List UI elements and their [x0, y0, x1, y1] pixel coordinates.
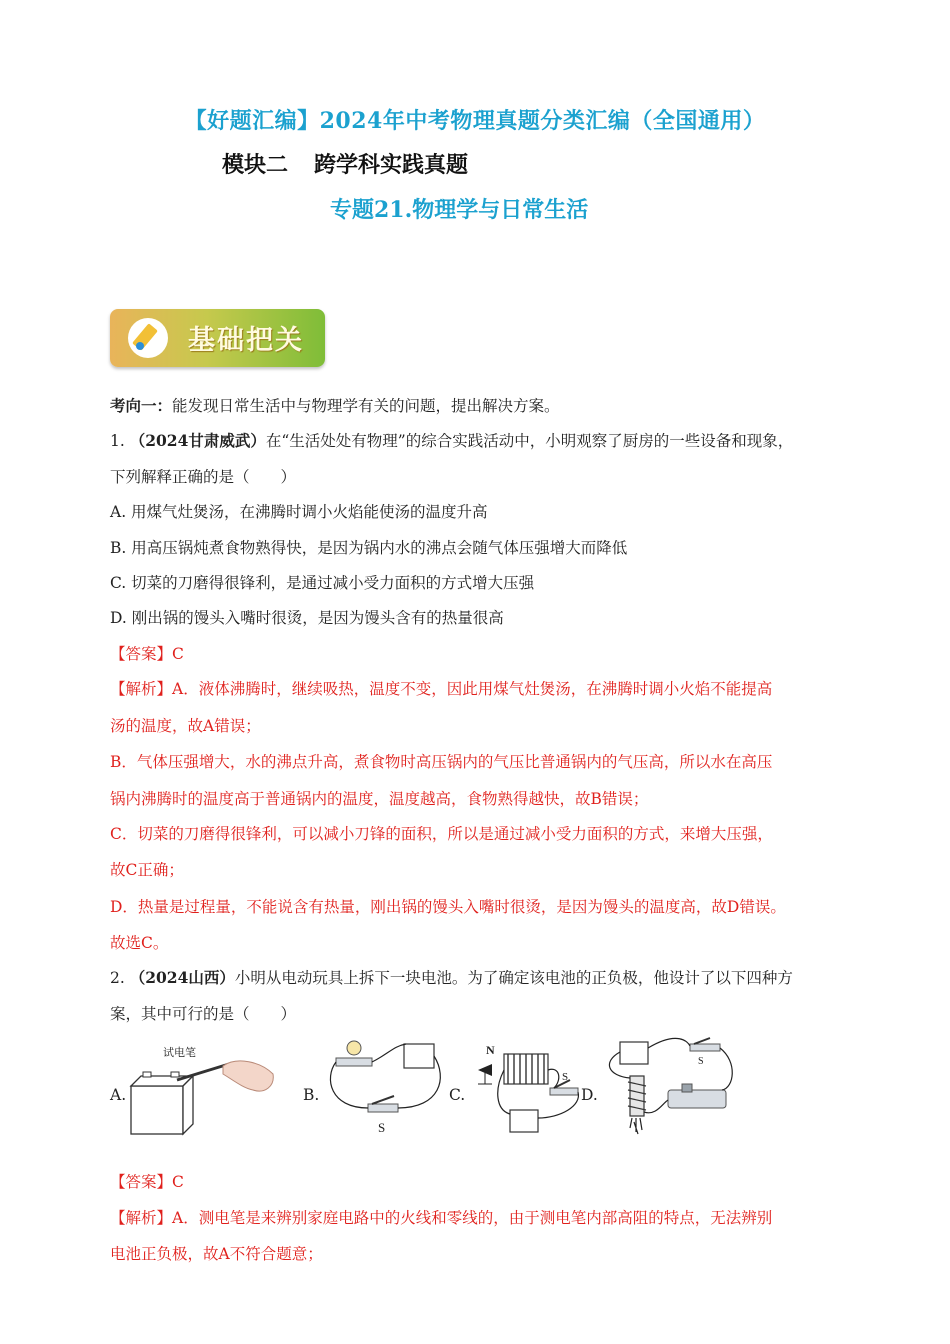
q1-option-b: B. 用高压锅炖煮食物熟得快，是因为锅内水的沸点会随气体压强增大而降低: [110, 539, 628, 557]
module-name: 跨学科实践真题: [314, 152, 469, 178]
q2-stem-2: 案，其中可行的是（ ）: [110, 1005, 297, 1023]
document-title: 【好题汇编】2024年中考物理真题分类汇编（全国通用）: [184, 108, 766, 134]
fig-label-c: C.: [449, 1086, 466, 1104]
figure-b-lamp-circuit: [320, 1038, 450, 1138]
q1-stem-1: 1. （2024甘肃威武）在“生活处处有物理”的综合实践活动中，小明观察了厨房的一些设备和现象，: [110, 431, 794, 450]
q1-stem-2: 下列解释正确的是（ ）: [110, 468, 297, 486]
fig-label-b: B.: [303, 1086, 320, 1104]
fig-label-d: D.: [581, 1086, 598, 1104]
q1-answer: 【答案】C: [110, 645, 184, 663]
q1-analysis-4: 锅内沸腾时的温度高于普通锅内的温度，温度越高，食物熟得越快，故B错误；: [110, 790, 649, 808]
q2-analysis-1: 【解析】A．测电笔是来辨别家庭电路中的火线和零线的，由于测电笔内部高阻的特点，无法辨别: [110, 1209, 773, 1227]
q1-analysis-7: D．热量是过程量，不能说含有热量，刚出锅的馒头入嘴时很烫，是因为馒头的温度高，故D错误。: [110, 898, 786, 916]
pen-icon: [128, 318, 168, 358]
q1-analysis-8: 故选C。: [110, 934, 169, 952]
module-number: 模块二: [222, 152, 289, 178]
badge-label: 基础把关: [188, 325, 304, 356]
q1-analysis-6: 故C正确；: [110, 861, 184, 879]
q1-analysis-5: C．切菜的刀磨得很锋利，可以减小刀锋的面积，所以是通过减小受力面积的方式，来增大压强，: [110, 825, 773, 843]
q1-analysis-1: 【解析】A．液体沸腾时，继续吸热，温度不变，因此用煤气灶煲汤，在沸腾时调小火焰不能提高: [110, 680, 773, 698]
topic-heading: 专题21.物理学与日常生活: [330, 197, 589, 223]
figure-d-electromagnet-circuit: [598, 1032, 738, 1138]
switch-label-b: S: [378, 1120, 386, 1135]
direction-line: 考向一：能发现日常生活中与物理学有关的问题，提出解决方案。: [110, 396, 560, 415]
q1-analysis-3: B．气体压强增大，水的沸点升高，煮食物时高压锅内的气压比普通锅内的气压高，所以水在高压: [110, 753, 773, 771]
q1-analysis-2: 汤的温度，故A错误；: [110, 717, 261, 735]
q2-stem-1: 2. （2024山西）小明从电动玩具上拆下一块电池。为了确定该电池的正负极，他设计了以下四种方: [110, 968, 793, 987]
q1-option-c: C. 切菜的刀磨得很锋利，是通过减小受力面积的方式增大压强: [110, 574, 535, 592]
switch-label-c: S: [562, 1071, 569, 1083]
north-label: N: [486, 1043, 495, 1057]
figure-c-solenoid-circuit: [470, 1040, 588, 1136]
module-heading: [222, 148, 468, 179]
q2-answer: 【答案】C: [110, 1173, 184, 1191]
q2-analysis-2: 电池正负极，故A不符合题意；: [110, 1245, 323, 1263]
test-pen-label: 试电笔: [163, 1047, 196, 1059]
figure-a-test-pen: [125, 1047, 280, 1140]
section-badge: [110, 309, 325, 367]
fig-label-a: A.: [110, 1086, 127, 1104]
switch-label-d: S: [698, 1056, 704, 1067]
q1-option-d: D. 刚出锅的馒头入嘴时很烫，是因为馒头含有的热量很高: [110, 609, 504, 627]
q1-option-a: A. 用煤气灶煲汤，在沸腾时调小火焰能使汤的温度升高: [110, 503, 488, 521]
